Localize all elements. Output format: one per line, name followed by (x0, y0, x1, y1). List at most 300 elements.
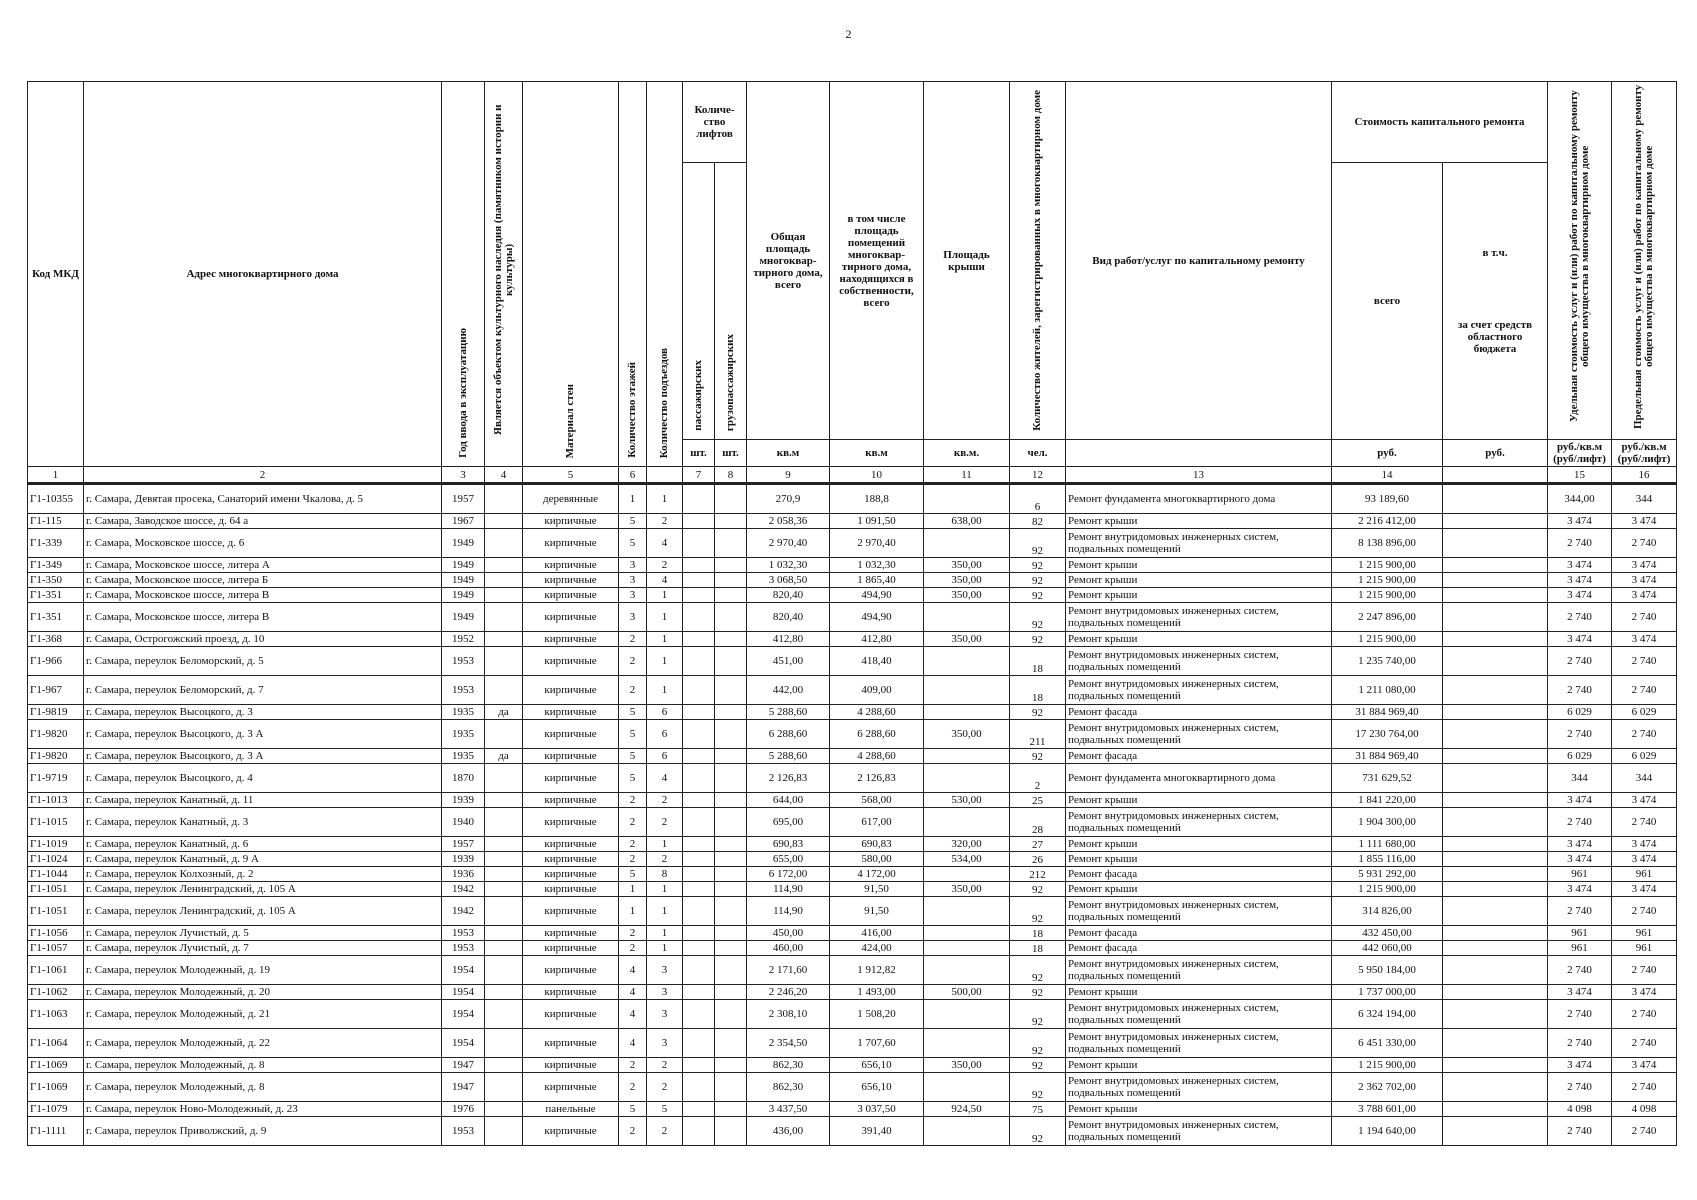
cell-owned-area: 6 288,60 (830, 720, 924, 749)
cell-address: г. Самара, переулок Молодежный, д. 20 (84, 985, 442, 1000)
cell-material: кирпичные (523, 1117, 619, 1146)
cell-unit-cost: 961 (1548, 941, 1612, 956)
table-row (28, 632, 1677, 647)
cell-roof-area (924, 705, 1010, 720)
cell-unit-cost: 344,00 (1548, 484, 1612, 514)
header-max-cost: Предельная стоимость услуг и (или) работ по капитальному ремонту общего имущества в многоквартирном доме (1612, 82, 1677, 440)
cell-residents: 18 (1010, 941, 1066, 956)
cell-code: Г1-339 (28, 529, 84, 558)
cell-year: 1957 (442, 484, 485, 514)
cell-heritage (485, 603, 523, 632)
cell-entrances: 1 (647, 941, 683, 956)
cell-cost-total: 1 211 080,00 (1332, 676, 1443, 705)
cell-floors: 5 (619, 764, 647, 793)
header-unit-cost: Удельная стоимость услуг и (или) работ по капитальному ремонту общего имущества в многоквартирном доме (1548, 82, 1612, 440)
cell-lifts-passenger (683, 529, 715, 558)
cell-lifts-cargo (715, 1073, 747, 1102)
cell-entrances: 8 (647, 867, 683, 882)
column-number: 13 (1066, 467, 1332, 484)
header-lifts: Количе-ство лифтов (683, 82, 747, 163)
cell-address: г. Самара, переулок Канатный, д. 3 (84, 808, 442, 837)
cell-unit-cost: 344 (1548, 764, 1612, 793)
column-number (647, 467, 683, 484)
cell-lifts-passenger (683, 573, 715, 588)
cell-material: кирпичные (523, 1058, 619, 1073)
cell-floors: 4 (619, 985, 647, 1000)
cell-heritage (485, 882, 523, 897)
cell-total-area: 114,90 (747, 882, 830, 897)
cell-cost-total: 31 884 969,40 (1332, 749, 1443, 764)
cell-year: 1949 (442, 588, 485, 603)
column-number: 7 (683, 467, 715, 484)
cell-code: Г1-351 (28, 588, 84, 603)
cell-max-cost: 2 740 (1612, 720, 1677, 749)
cell-floors: 2 (619, 1117, 647, 1146)
cell-lifts-passenger (683, 985, 715, 1000)
cell-lifts-cargo (715, 793, 747, 808)
cell-cost-total: 1 194 640,00 (1332, 1117, 1443, 1146)
cell-cost-total: 1 215 900,00 (1332, 882, 1443, 897)
cell-owned-area: 656,10 (830, 1058, 924, 1073)
cell-heritage (485, 1102, 523, 1117)
unit-roof-area: кв.м. (924, 440, 1010, 467)
cell-unit-cost: 3 474 (1548, 632, 1612, 647)
cell-lifts-passenger (683, 749, 715, 764)
cell-work-type: Ремонт внутридомовых инженерных систем, подвальных помещений (1066, 1029, 1332, 1058)
cell-residents: 6 (1010, 484, 1066, 514)
unit-lifts-passenger: шт. (683, 440, 715, 467)
cell-address: г. Самара, переулок Ленинградский, д. 105 А (84, 897, 442, 926)
cell-cost-total: 6 451 330,00 (1332, 1029, 1443, 1058)
cell-residents: 211 (1010, 720, 1066, 749)
cell-lifts-passenger (683, 1102, 715, 1117)
cell-residents: 75 (1010, 1102, 1066, 1117)
cell-cost-regional (1443, 956, 1548, 985)
cell-floors: 2 (619, 793, 647, 808)
header-work-type: Вид работ/услуг по капитальному ремонту (1066, 82, 1332, 440)
cell-material: кирпичные (523, 558, 619, 573)
cell-entrances: 4 (647, 764, 683, 793)
cell-owned-area: 3 037,50 (830, 1102, 924, 1117)
cell-year: 1953 (442, 941, 485, 956)
cell-entrances: 1 (647, 837, 683, 852)
cell-lifts-passenger (683, 852, 715, 867)
cell-work-type: Ремонт крыши (1066, 1058, 1332, 1073)
cell-cost-regional (1443, 1117, 1548, 1146)
cell-unit-cost: 3 474 (1548, 852, 1612, 867)
cell-lifts-cargo (715, 985, 747, 1000)
cell-roof-area (924, 647, 1010, 676)
cell-year: 1949 (442, 573, 485, 588)
cell-work-type: Ремонт крыши (1066, 558, 1332, 573)
cell-lifts-passenger (683, 1073, 715, 1102)
cell-work-type: Ремонт фасада (1066, 926, 1332, 941)
cell-roof-area (924, 1000, 1010, 1029)
cell-entrances: 3 (647, 956, 683, 985)
cell-heritage (485, 588, 523, 603)
cell-address: г. Самара, переулок Ленинградский, д. 105 А (84, 882, 442, 897)
cell-material: кирпичные (523, 529, 619, 558)
cell-owned-area: 1 865,40 (830, 573, 924, 588)
cell-max-cost: 2 740 (1612, 676, 1677, 705)
table-row (28, 1102, 1677, 1117)
cell-owned-area: 1 912,82 (830, 956, 924, 985)
cell-material: кирпичные (523, 588, 619, 603)
cell-floors: 5 (619, 705, 647, 720)
cell-owned-area: 391,40 (830, 1117, 924, 1146)
cell-roof-area (924, 867, 1010, 882)
cell-code: Г1-1051 (28, 897, 84, 926)
cell-entrances: 2 (647, 1117, 683, 1146)
cell-roof-area (924, 603, 1010, 632)
cell-floors: 3 (619, 588, 647, 603)
unit-cost-regional: руб. (1443, 440, 1548, 467)
cell-lifts-passenger (683, 705, 715, 720)
cell-total-area: 451,00 (747, 647, 830, 676)
cell-material: кирпичные (523, 749, 619, 764)
column-number: 2 (84, 467, 442, 484)
table-row (28, 1058, 1677, 1073)
cell-owned-area: 1 032,30 (830, 558, 924, 573)
cell-roof-area (924, 808, 1010, 837)
cell-residents: 92 (1010, 985, 1066, 1000)
unit-lifts-cargo: шт. (715, 440, 747, 467)
cell-material: кирпичные (523, 705, 619, 720)
cell-lifts-cargo (715, 941, 747, 956)
cell-address: г. Самара, переулок Высоцкого, д. 3 (84, 705, 442, 720)
cell-heritage: да (485, 749, 523, 764)
table-row (28, 985, 1677, 1000)
cell-roof-area (924, 1117, 1010, 1146)
cell-heritage (485, 484, 523, 514)
cell-residents: 92 (1010, 749, 1066, 764)
cell-residents: 27 (1010, 837, 1066, 852)
cell-lifts-passenger (683, 897, 715, 926)
cell-cost-regional (1443, 1058, 1548, 1073)
cell-cost-regional (1443, 705, 1548, 720)
cell-total-area: 695,00 (747, 808, 830, 837)
column-number: 5 (523, 467, 619, 484)
cell-work-type: Ремонт фасада (1066, 705, 1332, 720)
cell-roof-area: 320,00 (924, 837, 1010, 852)
cell-unit-cost: 6 029 (1548, 705, 1612, 720)
header-row-1 (28, 82, 1677, 163)
table-row (28, 529, 1677, 558)
cell-entrances: 4 (647, 529, 683, 558)
cell-lifts-passenger (683, 632, 715, 647)
cell-unit-cost: 961 (1548, 926, 1612, 941)
cell-lifts-cargo (715, 808, 747, 837)
cell-max-cost: 3 474 (1612, 837, 1677, 852)
cell-residents: 18 (1010, 676, 1066, 705)
column-number: 6 (619, 467, 647, 484)
cell-work-type: Ремонт крыши (1066, 852, 1332, 867)
cell-work-type: Ремонт крыши (1066, 837, 1332, 852)
cell-heritage (485, 573, 523, 588)
table-row (28, 808, 1677, 837)
table-row (28, 749, 1677, 764)
cell-unit-cost: 3 474 (1548, 882, 1612, 897)
cell-max-cost: 2 740 (1612, 1000, 1677, 1029)
cell-address: г. Самара, Заводское шоссе, д. 64 а (84, 514, 442, 529)
cell-residents: 92 (1010, 1029, 1066, 1058)
cell-lifts-passenger (683, 882, 715, 897)
cell-code: Г1-9820 (28, 749, 84, 764)
table-row (28, 837, 1677, 852)
header-lifts-passenger: пассажирских (683, 163, 715, 440)
header-roof-area: Площадь крыши (924, 82, 1010, 440)
cell-work-type: Ремонт внутридомовых инженерных систем, подвальных помещений (1066, 676, 1332, 705)
cell-heritage (485, 985, 523, 1000)
cell-material: кирпичные (523, 926, 619, 941)
column-number (1443, 467, 1548, 484)
cell-code: Г1-115 (28, 514, 84, 529)
cell-code: Г1-1079 (28, 1102, 84, 1117)
cell-cost-total: 6 324 194,00 (1332, 1000, 1443, 1029)
cell-cost-total: 8 138 896,00 (1332, 529, 1443, 558)
cell-heritage (485, 558, 523, 573)
cell-code: Г1-1063 (28, 1000, 84, 1029)
cell-lifts-passenger (683, 1058, 715, 1073)
cell-roof-area (924, 941, 1010, 956)
cell-entrances: 3 (647, 1000, 683, 1029)
column-number: 8 (715, 467, 747, 484)
table-row (28, 1073, 1677, 1102)
cell-code: Г1-1051 (28, 882, 84, 897)
cell-work-type: Ремонт фундамента многоквартирного дома (1066, 484, 1332, 514)
cell-max-cost: 3 474 (1612, 1058, 1677, 1073)
cell-cost-total: 1 904 300,00 (1332, 808, 1443, 837)
cell-total-area: 820,40 (747, 588, 830, 603)
cell-total-area: 442,00 (747, 676, 830, 705)
cell-cost-regional (1443, 867, 1548, 882)
cell-year: 1947 (442, 1058, 485, 1073)
column-number: 11 (924, 467, 1010, 484)
cell-lifts-passenger (683, 603, 715, 632)
cell-cost-total: 1 215 900,00 (1332, 558, 1443, 573)
cell-lifts-passenger (683, 837, 715, 852)
cell-owned-area: 424,00 (830, 941, 924, 956)
cell-code: Г1-350 (28, 573, 84, 588)
table-row (28, 514, 1677, 529)
cell-year: 1953 (442, 676, 485, 705)
cell-residents: 2 (1010, 764, 1066, 793)
cell-total-area: 2 354,50 (747, 1029, 830, 1058)
column-number: 14 (1332, 467, 1443, 484)
cell-cost-regional (1443, 764, 1548, 793)
table-row (28, 1000, 1677, 1029)
cell-material: кирпичные (523, 941, 619, 956)
cell-roof-area: 350,00 (924, 720, 1010, 749)
page-number: 2 (845, 27, 852, 41)
cell-lifts-passenger (683, 514, 715, 529)
unit-residents: чел. (1010, 440, 1066, 467)
cell-unit-cost: 6 029 (1548, 749, 1612, 764)
cell-roof-area (924, 897, 1010, 926)
cell-year: 1947 (442, 1073, 485, 1102)
cell-residents: 92 (1010, 1117, 1066, 1146)
cell-entrances: 2 (647, 558, 683, 573)
column-numbers-row (28, 467, 1677, 484)
cell-lifts-cargo (715, 676, 747, 705)
cell-unit-cost: 4 098 (1548, 1102, 1612, 1117)
cell-material: кирпичные (523, 632, 619, 647)
cell-cost-regional (1443, 1102, 1548, 1117)
cell-roof-area: 350,00 (924, 882, 1010, 897)
header-material: Материал стен (523, 82, 619, 467)
table-row (28, 897, 1677, 926)
table-row (28, 1117, 1677, 1146)
cell-year: 1954 (442, 985, 485, 1000)
cell-floors: 5 (619, 1102, 647, 1117)
cell-floors: 3 (619, 603, 647, 632)
cell-total-area: 655,00 (747, 852, 830, 867)
cell-year: 1942 (442, 897, 485, 926)
cell-cost-regional (1443, 808, 1548, 837)
cell-entrances: 6 (647, 705, 683, 720)
cell-lifts-cargo (715, 647, 747, 676)
cell-entrances: 3 (647, 1029, 683, 1058)
cell-unit-cost: 3 474 (1548, 558, 1612, 573)
cell-heritage (485, 514, 523, 529)
cell-address: г. Самара, переулок Лучистый, д. 5 (84, 926, 442, 941)
header-owned-area: в том числе площадь помещений многоквар-тирного дома, находящихся в собственности, всего (830, 82, 924, 440)
cell-owned-area: 4 172,00 (830, 867, 924, 882)
cell-code: Г1-351 (28, 603, 84, 632)
cell-roof-area (924, 529, 1010, 558)
cell-cost-total: 31 884 969,40 (1332, 705, 1443, 720)
cell-cost-regional (1443, 1073, 1548, 1102)
cell-total-area: 6 172,00 (747, 867, 830, 882)
cell-work-type: Ремонт внутридомовых инженерных систем, подвальных помещений (1066, 1073, 1332, 1102)
cell-entrances: 1 (647, 647, 683, 676)
cell-lifts-cargo (715, 852, 747, 867)
cell-lifts-cargo (715, 558, 747, 573)
cell-address: г. Самара, переулок Молодежный, д. 8 (84, 1073, 442, 1102)
table-row (28, 764, 1677, 793)
cell-heritage (485, 897, 523, 926)
cell-code: Г1-9820 (28, 720, 84, 749)
cell-entrances: 1 (647, 588, 683, 603)
table-row (28, 676, 1677, 705)
cell-residents: 92 (1010, 705, 1066, 720)
header-residents: Количество жителей, зарегистрированных в многоквартирном доме (1010, 82, 1066, 440)
cell-code: Г1-349 (28, 558, 84, 573)
cell-total-area: 5 288,60 (747, 705, 830, 720)
cell-year: 1935 (442, 749, 485, 764)
cell-cost-total: 442 060,00 (1332, 941, 1443, 956)
cell-entrances: 1 (647, 882, 683, 897)
cell-work-type: Ремонт внутридомовых инженерных систем, подвальных помещений (1066, 720, 1332, 749)
cell-work-type: Ремонт крыши (1066, 632, 1332, 647)
table-row (28, 484, 1677, 514)
header-cost-total: всего (1332, 163, 1443, 440)
cell-code: Г1-966 (28, 647, 84, 676)
cell-owned-area: 568,00 (830, 793, 924, 808)
cell-owned-area: 409,00 (830, 676, 924, 705)
cell-total-area: 114,90 (747, 897, 830, 926)
table-row (28, 793, 1677, 808)
cell-floors: 5 (619, 529, 647, 558)
cell-owned-area: 2 126,83 (830, 764, 924, 793)
cell-floors: 2 (619, 837, 647, 852)
cell-heritage (485, 793, 523, 808)
cell-max-cost: 4 098 (1612, 1102, 1677, 1117)
cell-owned-area: 1 508,20 (830, 1000, 924, 1029)
cell-lifts-passenger (683, 793, 715, 808)
cell-owned-area: 1 707,60 (830, 1029, 924, 1058)
cell-roof-area: 350,00 (924, 588, 1010, 603)
cell-unit-cost: 2 740 (1548, 956, 1612, 985)
cell-floors: 4 (619, 956, 647, 985)
cell-work-type: Ремонт крыши (1066, 985, 1332, 1000)
cell-unit-cost: 2 740 (1548, 603, 1612, 632)
cell-heritage (485, 852, 523, 867)
cell-material: кирпичные (523, 764, 619, 793)
cell-entrances: 6 (647, 720, 683, 749)
cell-heritage (485, 676, 523, 705)
cell-year: 1976 (442, 1102, 485, 1117)
cell-cost-total: 1 215 900,00 (1332, 588, 1443, 603)
cell-floors: 5 (619, 514, 647, 529)
cell-owned-area: 412,80 (830, 632, 924, 647)
cell-owned-area: 188,8 (830, 484, 924, 514)
cell-max-cost: 2 740 (1612, 529, 1677, 558)
cell-work-type: Ремонт крыши (1066, 1102, 1332, 1117)
cell-lifts-passenger (683, 484, 715, 514)
cell-max-cost: 3 474 (1612, 514, 1677, 529)
cell-code: Г1-1019 (28, 837, 84, 852)
header-year: Год ввода в эксплуатацию (442, 82, 485, 467)
cell-max-cost: 961 (1612, 941, 1677, 956)
column-number: 1 (28, 467, 84, 484)
cell-cost-total: 2 247 896,00 (1332, 603, 1443, 632)
cell-cost-total: 5 950 184,00 (1332, 956, 1443, 985)
cell-entrances: 2 (647, 1073, 683, 1102)
cell-owned-area: 4 288,60 (830, 749, 924, 764)
cell-entrances: 4 (647, 573, 683, 588)
cell-address: г. Самара, переулок Канатный, д. 9 А (84, 852, 442, 867)
cell-floors: 2 (619, 808, 647, 837)
cell-floors: 1 (619, 882, 647, 897)
cell-unit-cost: 3 474 (1548, 514, 1612, 529)
cell-owned-area: 2 970,40 (830, 529, 924, 558)
cell-unit-cost: 3 474 (1548, 793, 1612, 808)
cell-material: кирпичные (523, 852, 619, 867)
cell-max-cost: 961 (1612, 926, 1677, 941)
cell-cost-regional (1443, 926, 1548, 941)
cell-total-area: 2 171,60 (747, 956, 830, 985)
cell-heritage (485, 941, 523, 956)
cell-cost-regional (1443, 647, 1548, 676)
cell-lifts-passenger (683, 588, 715, 603)
cell-entrances: 2 (647, 514, 683, 529)
cell-residents: 92 (1010, 882, 1066, 897)
cell-code: Г1-9819 (28, 705, 84, 720)
cell-lifts-cargo (715, 529, 747, 558)
cell-material: кирпичные (523, 676, 619, 705)
cell-material: кирпичные (523, 1000, 619, 1029)
table-row (28, 603, 1677, 632)
cell-year: 1953 (442, 1117, 485, 1146)
cell-floors: 5 (619, 720, 647, 749)
cell-total-area: 690,83 (747, 837, 830, 852)
cell-floors: 2 (619, 632, 647, 647)
cell-year: 1949 (442, 558, 485, 573)
column-number: 9 (747, 467, 830, 484)
cell-lifts-cargo (715, 588, 747, 603)
cell-heritage (485, 720, 523, 749)
